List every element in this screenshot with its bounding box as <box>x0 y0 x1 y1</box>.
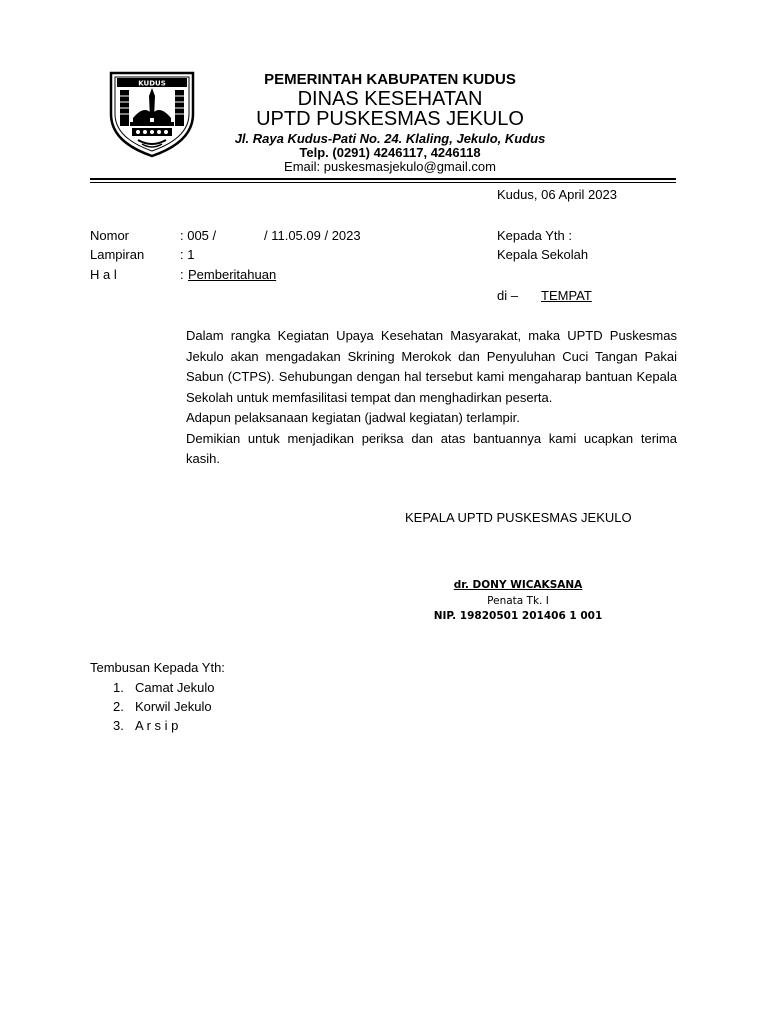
body-paragraph-1: Dalam rangka Kegiatan Upaya Kesehatan Masyarakat, maka UPTD Puskesmas Jekulo akan mengadakan Skrining Merokok dan Penyuluhan Cuci Tangan Pakai Sabun (CTPS). Sehubungan dengan hal tersebut kami mengaharap bantuan Kepala Sekolah untuk memfasilitasi tempat dan menghadirkan peserta. <box>186 328 677 405</box>
letterhead-department: DINAS KESEHATAN <box>297 88 483 110</box>
letterhead-divider-thick <box>90 178 676 180</box>
signature-rank: Penata Tk. I <box>487 595 549 607</box>
letterhead-email: Email: puskesmasjekulo@gmail.com <box>284 159 496 174</box>
body-paragraph-3: Demikian untuk menjadikan periksa dan atas bantuannya kami ucapkan terima kasih. <box>186 430 677 466</box>
letterhead-divider-thin <box>90 182 676 183</box>
letter-date: Kudus, 06 April 2023 <box>497 187 617 202</box>
kudus-emblem-logo <box>108 70 196 158</box>
letterhead-government: PEMERINTAH KABUPATEN KUDUS <box>264 71 516 88</box>
cc-item-number: 2. <box>113 699 124 714</box>
logo-kudus-text: KUDUS <box>138 79 166 88</box>
lampiran-label: Lampiran <box>90 247 145 262</box>
recipient-greeting: Kepada Yth : <box>497 228 572 243</box>
hal-value: Pemberitahuan <box>188 267 277 282</box>
cc-item: Camat Jekulo <box>135 680 215 695</box>
nomor-label: Nomor <box>90 228 130 243</box>
signature-nip: NIP. 19820501 201406 1 001 <box>433 610 603 622</box>
hal-colon: : <box>180 267 184 282</box>
recipient-place: TEMPAT <box>541 288 592 303</box>
letter-body <box>186 326 677 470</box>
letterhead-phone: Telp. (0291) 4246117, 4246118 <box>299 145 481 160</box>
cc-item-number: 1. <box>113 680 124 695</box>
signature-title: KEPALA UPTD PUSKESMAS JEKULO <box>405 510 632 525</box>
cc-item: Korwil Jekulo <box>135 699 212 714</box>
nomor-value: : 005 / <box>180 228 217 243</box>
letterhead-address: Jl. Raya Kudus-Pati No. 24. Klaling, Jekulo, Kudus <box>234 131 546 146</box>
signature-name: dr. DONY WICAKSANA <box>453 579 583 591</box>
hal-label: H a l <box>90 267 117 282</box>
nomor-suffix: / 11.05.09 / 2023 <box>264 228 361 243</box>
body-paragraph-2: Adapun pelaksanaan kegiatan (jadwal kegiatan) terlampir. <box>186 410 520 425</box>
letterhead-unit: UPTD PUSKESMAS JEKULO <box>256 108 524 130</box>
cc-item: A r s i p <box>135 718 179 733</box>
cc-item-number: 3. <box>113 718 124 733</box>
lampiran-value: : 1 <box>180 247 195 262</box>
cc-heading: Tembusan Kepada Yth: <box>90 660 225 675</box>
recipient-di: di – <box>497 288 518 303</box>
recipient-name: Kepala Sekolah <box>497 247 589 262</box>
